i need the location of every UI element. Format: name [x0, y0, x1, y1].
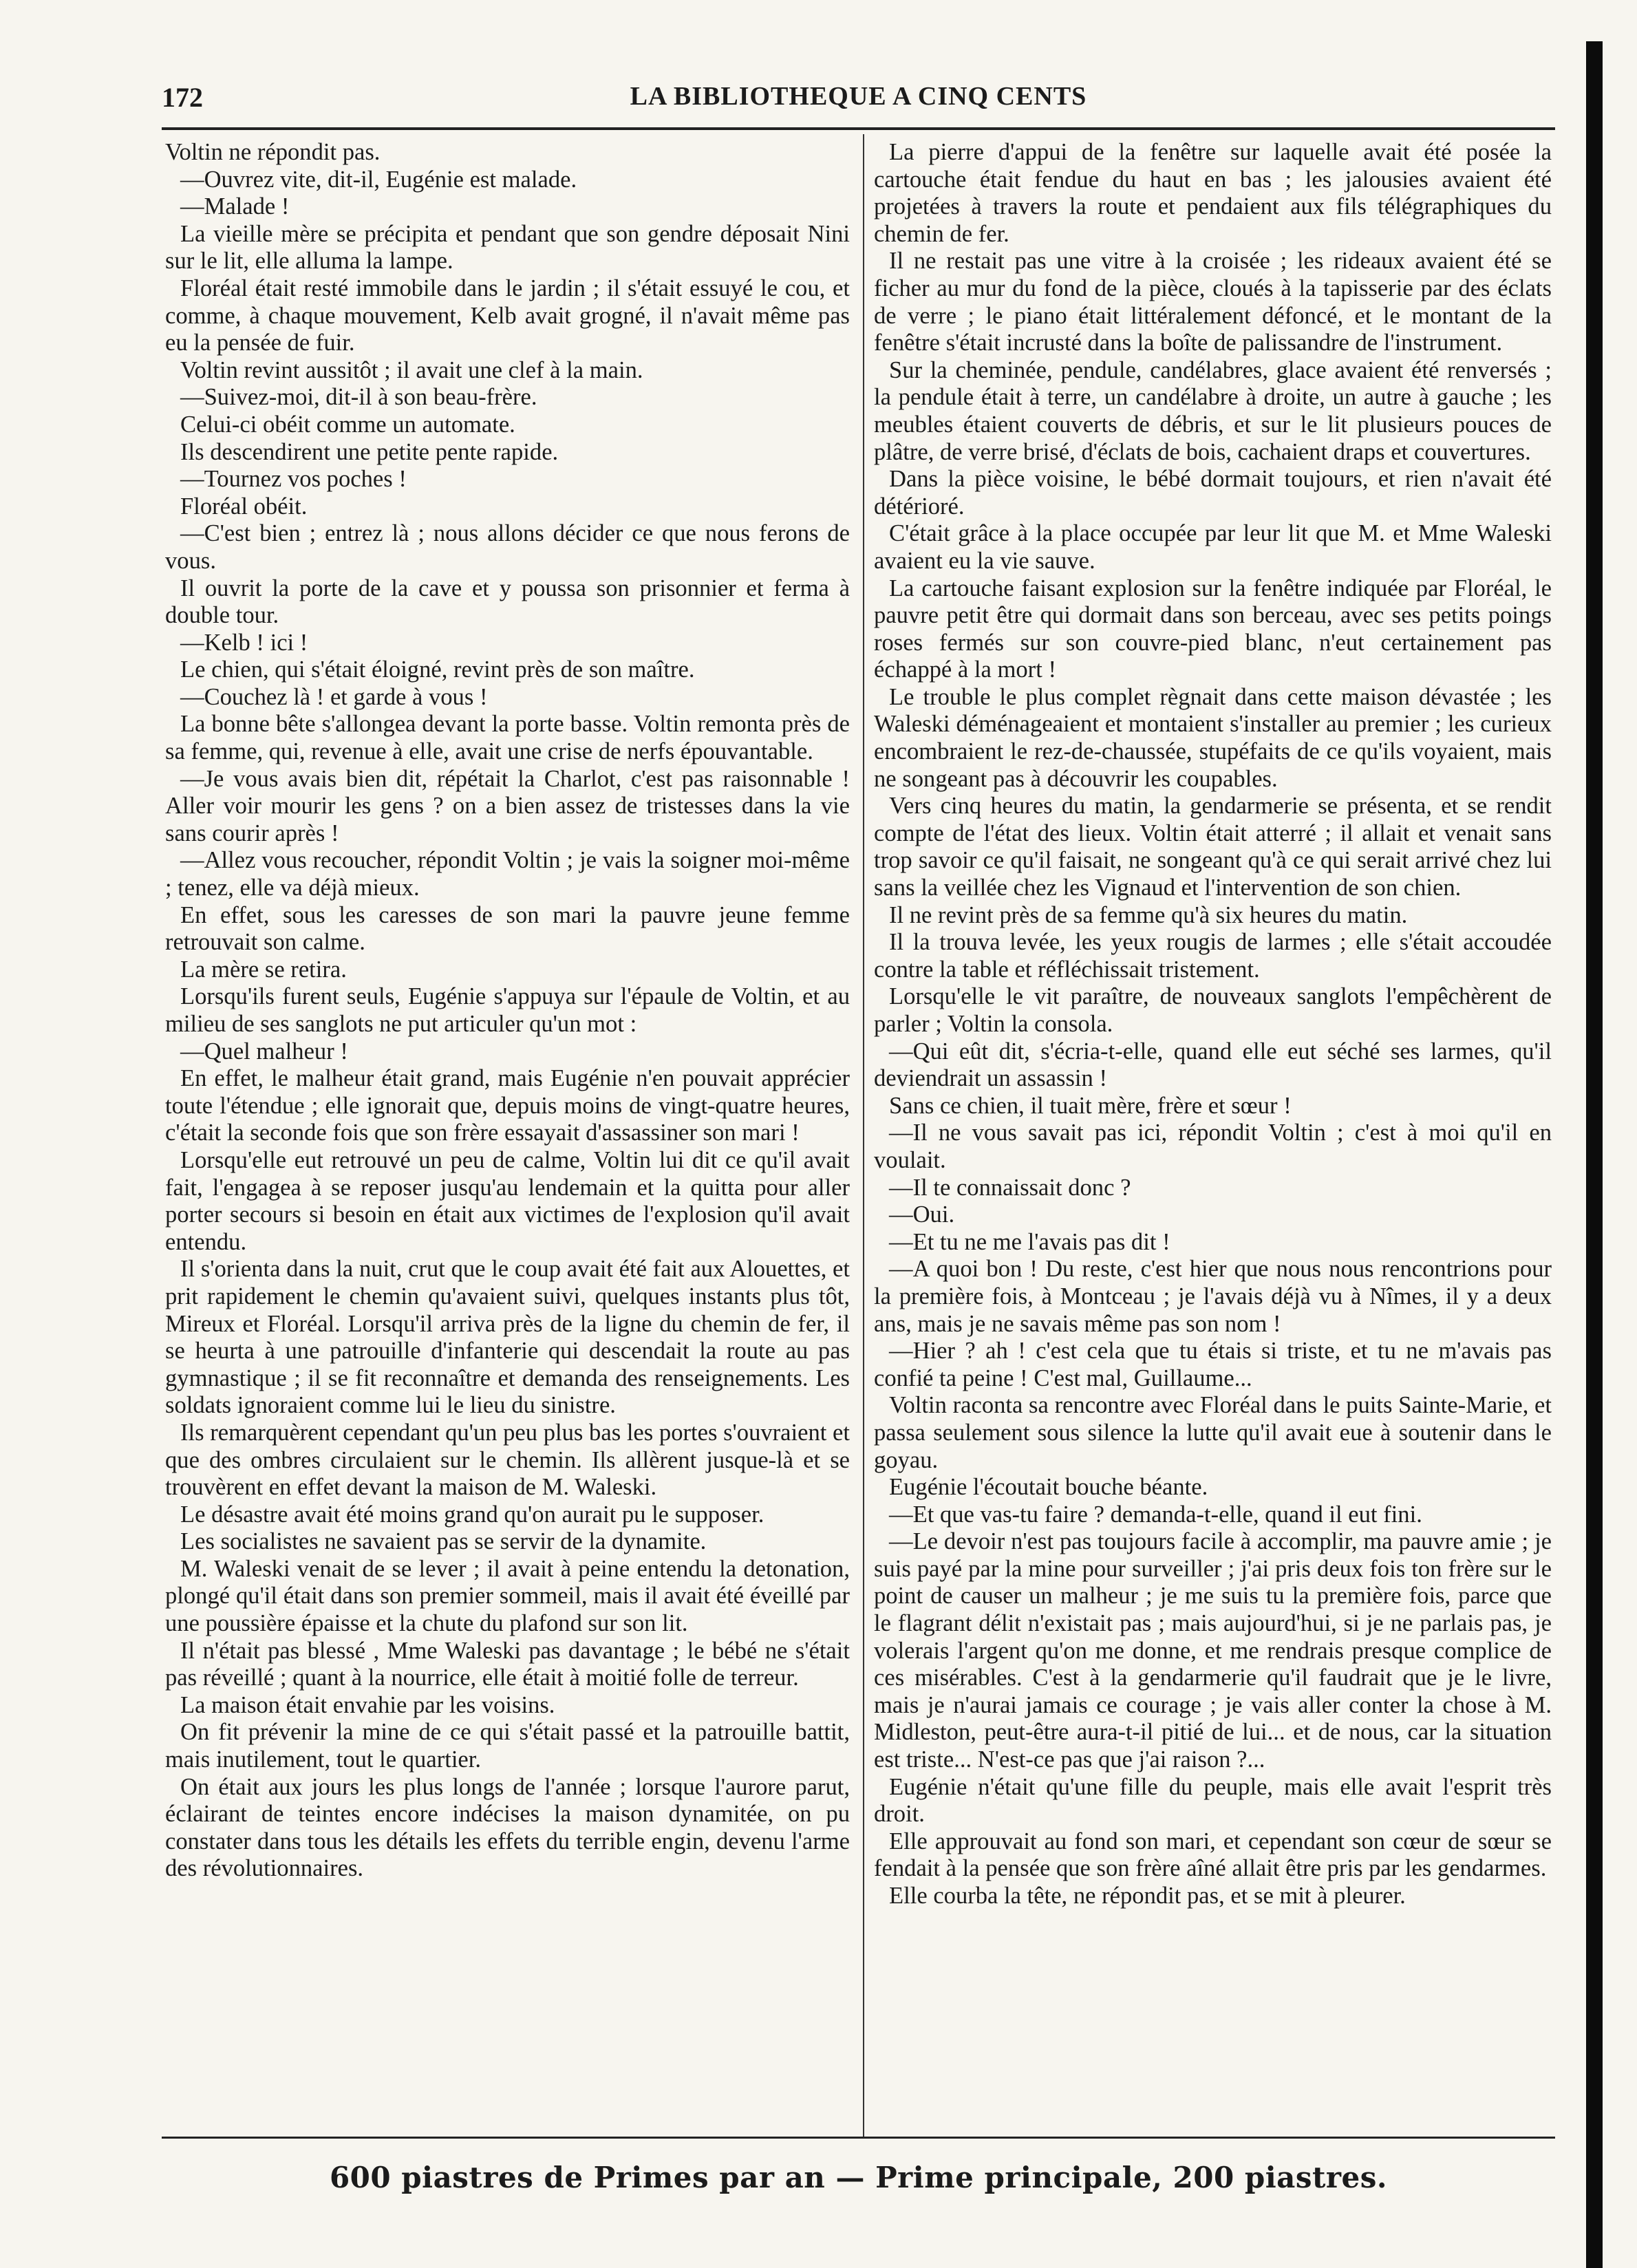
paragraph: Vers cinq heures du matin, la gendarmerie se présenta, et se rendit compte de l'état des lieux. Voltin était atterré ; il allait et venait sans trop savoir ce qu'il faisait, ne songeant qu'à ce qui serait arrivé chez lui sans la veillée chez les Vignaud et l'intervention de son chien. — [874, 793, 1552, 901]
paragraph: Lorsqu'ils furent seuls, Eugénie s'appuya sur l'épaule de Voltin, et au milieu de ses sanglots ne put articuler qu'un mot : — [165, 983, 850, 1037]
paragraph: —Quel malheur ! — [180, 1038, 348, 1065]
paragraph: —Et que vas-tu faire ? demanda-t-elle, quand il eut fini. — [889, 1501, 1422, 1528]
paragraph: La bonne bête s'allongea devant la porte basse. Voltin remonta près de sa femme, qui, revenue à elle, avait une crise de nerfs épouvantable. — [165, 711, 850, 765]
paragraph: Celui-ci obéit comme un automate. — [180, 411, 515, 438]
paragraph: M. Waleski venait de se lever ; il avait à peine entendu la detonation, plongé qu'il était dans son premier sommeil, mais il avait été éveillé par une poussière épaisse et la chute du plafond sur son lit. — [165, 1555, 850, 1637]
paragraph: —Je vous avais bien dit, répétait la Charlot, c'est pas raisonnable ! Aller voir mourir les gens ? on a bien assez de tristesses dans la vie sans courir après ! — [165, 765, 850, 846]
paragraph: On fit prévenir la mine de ce qui s'était passé et la patrouille battit, mais inutilement, tout le quartier. — [165, 1719, 850, 1773]
paragraph: La vieille mère se précipita et pendant que son gendre déposait Nini sur le lit, elle alluma la lampe. — [165, 220, 850, 275]
paragraph: Lorsqu'elle eut retrouvé un peu de calme, Voltin lui dit ce qu'il avait fait, l'engagea à se reposer jusqu'au lendemain et la quitta pour aller porter secours si besoin en était aux victimes de l'explosion qu'il avait entendu. — [165, 1146, 850, 1255]
binding-shadow — [1586, 41, 1603, 2268]
paragraph: —Tournez vos poches ! — [180, 466, 407, 493]
paragraph: Elle approuvait au fond son mari, et cependant son cœur de sœur se fendait à la pensée que son frère aîné allait être pris par les gendarmes. — [874, 1828, 1552, 1882]
paragraph: —Il ne vous savait pas ici, répondit Voltin ; c'est à moi qu'il en voulait. — [874, 1120, 1552, 1173]
paragraph: Voltin revint aussitôt ; il avait une clef à la main. — [180, 356, 643, 383]
paragraph: Le chien, qui s'était éloigné, revint près de son maître. — [180, 656, 695, 683]
page-header — [162, 81, 1555, 118]
paragraph: —Ouvrez vite, dit-il, Eugénie est malade. — [180, 166, 577, 193]
paragraph: —Et tu ne me l'avais pas dit ! — [889, 1228, 1170, 1255]
paragraph: On était aux jours les plus longs de l'année ; lorsque l'aurore parut, éclairant de teintes encore indécises la maison dynamitée, on pu constater dans tous les détails les effets du terrible engin, devenu l'arme des révolutionnaires. — [165, 1773, 850, 1882]
paragraph: Il n'était pas blessé , Mme Waleski pas davantage ; le bébé ne s'était pas réveillé ; quant à la nourrice, elle était à moitié folle de terreur. — [165, 1637, 850, 1691]
paragraph: En effet, sous les caresses de son mari la pauvre jeune femme retrouvait son calme. — [165, 901, 850, 956]
column-divider — [863, 134, 864, 2137]
paragraph: Le trouble le plus complet règnait dans cette maison dévastée ; les Waleski déménageaient et montaient s'installer au premier ; les curieux encombraient le rez-de-chaussée, stupéfaits de ce qu'ils voyaient, mais ne songeant pas à découvrir les coupables. — [874, 683, 1552, 792]
paragraph: Floréal obéit. — [180, 493, 308, 520]
paragraph: Il la trouva levée, les yeux rougis de larmes ; elle s'était accoudée contre la table et réfléchissait tristement. — [874, 929, 1552, 983]
paragraph: Sur la cheminée, pendule, candélabres, glace avaient été renversés ; la pendule était à terre, un candélabre à droite, un autre à gauche ; les meubles étaient couverts de débris, et sur le lit plusieurs pouces de plâtre, de verre brisé, d'éclats de bois, cachaient draps et couvertures. — [874, 356, 1552, 465]
paragraph: —Allez vous recoucher, répondit Voltin ; je vais la soigner moi-même ; tenez, elle va déjà mieux. — [165, 847, 850, 901]
footer-promo: 600 piastres de Primes par an — Prime principale, 200 piastres. — [329, 2161, 1388, 2194]
paragraph: La maison était envahie par les voisins. — [180, 1691, 555, 1718]
page-number: 172 — [162, 82, 203, 113]
paragraph: Ils remarquèrent cependant qu'un peu plus bas les portes s'ouvraient et que des ombres circulaient sur le chemin. Ils allèrent jusque-là et se trouvèrent en effet devant la maison de M. Waleski. — [165, 1419, 850, 1501]
paragraph: —Suivez-moi, dit-il à son beau-frère. — [180, 384, 537, 411]
paragraph: —Il te connaissait donc ? — [889, 1174, 1131, 1201]
paragraph: La mère se retira. — [180, 956, 347, 983]
paragraph: C'était grâce à la place occupée par leur lit que M. et Mme Waleski avaient eu la vie sauve. — [874, 520, 1552, 574]
paragraph: —Couchez là ! et garde à vous ! — [180, 683, 488, 710]
paragraph: Les socialistes ne savaient pas se servir de la dynamite. — [180, 1528, 707, 1555]
paragraph: Lorsqu'elle le vit paraître, de nouveaux sanglots l'empêchèrent de parler ; Voltin la consola. — [874, 983, 1552, 1037]
paragraph: Elle courba la tête, ne répondit pas, et se mit à pleurer. — [889, 1883, 1406, 1909]
paragraph: Eugénie l'écoutait bouche béante. — [889, 1474, 1208, 1501]
paragraph: Sans ce chien, il tuait mère, frère et sœur ! — [889, 1092, 1292, 1119]
paragraph: La cartouche faisant explosion sur la fenêtre indiquée par Floréal, le pauvre petit être qui dormait dans son berceau, avec ses petits poings roses fermés sur son couvre-pied blanc, n'eut certainement pas échappé à la mort ! — [874, 575, 1552, 683]
header-rule — [162, 127, 1555, 130]
left-column — [165, 139, 850, 2128]
paragraph: Il s'orienta dans la nuit, crut que le coup avait été fait aux Alouettes, et prit rapidement le chemin qu'avaient suivi, quelques instants plus tôt, Mireux et Floréal. Lorsqu'il arriva près de la ligne du chemin de fer, il se heurta à une patrouille d'infanterie qui descendait la route au pas gymnastique ; il se fit reconnaître et demanda des renseignements. Les soldats ignoraient comme lui le lieu du sinistre. — [165, 1256, 850, 1419]
running-title: LA BIBLIOTHEQUE A CINQ CENTS — [630, 82, 1087, 111]
paragraph: Il ne revint près de sa femme qu'à six heures du matin. — [889, 901, 1408, 928]
paragraph: Voltin raconta sa rencontre avec Floréal dans le puits Sainte-Marie, et passa seulement sous silence la lutte qu'il avait eue à soutenir dans le goyau. — [874, 1392, 1552, 1473]
paragraph: —Qui eût dit, s'écria-t-elle, quand elle eut séché ses larmes, qu'il deviendrait un assassin ! — [874, 1038, 1552, 1092]
paragraph: La pierre d'appui de la fenêtre sur laquelle avait été posée la cartouche était fendue du haut en bas ; les jalousies avaient été projetées à travers la route et pendaient aux fils télégraphiques du chemin de fer. — [874, 139, 1552, 247]
paragraph: —Oui. — [889, 1201, 955, 1228]
paragraph: —Malade ! — [180, 193, 290, 220]
paragraph: Voltin ne répondit pas. — [165, 139, 381, 165]
paragraph: —Kelb ! ici ! — [180, 629, 308, 656]
paragraph: Dans la pièce voisine, le bébé dormait toujours, et rien n'avait été détérioré. — [874, 466, 1552, 520]
paragraph: —Hier ? ah ! c'est cela que tu étais si triste, et tu ne m'avais pas confié ta peine ! C'est mal, Guillaume... — [874, 1338, 1552, 1391]
paragraph: —A quoi bon ! Du reste, c'est hier que nous nous rencontrions pour la première fois, à Montceau ; je l'avais déjà vu à Nîmes, il y a deux ans, mais je ne savais même pas son nom ! — [874, 1256, 1552, 1337]
right-column — [874, 139, 1552, 2128]
paragraph: Eugénie n'était qu'une fille du peuple, mais elle avait l'esprit très droit. — [874, 1773, 1552, 1828]
paragraph: Le désastre avait été moins grand qu'on aurait pu le supposer. — [180, 1501, 764, 1528]
paragraph: —Le devoir n'est pas toujours facile à accomplir, ma pauvre amie ; je suis payé par la mine pour surveiller ; j'ai pris deux fois ton frère sur le point de causer un malheur ; je me suis tu la première fois, parce que le flagrant délit n'existait pas ; mais aujourd'hui, si je ne parlais pas, je volerais l'argent qu'on me donne, et me rendrais presque complice de ces misérables. C'est à la gendarmerie qu'il faudrait que je le livre, mais je n'aurai jamais ce courage ; je vais aller conter la chose à M. Midleston, peut-être aura-t-il pitié de lui... et de nous, car la situation est triste... N'est-ce pas que j'ai raison ?... — [874, 1528, 1552, 1773]
paragraph: Il ne restait pas une vitre à la croisée ; les rideaux avaient été se ficher au mur du fond de la pièce, cloués à la tapisserie par des éclats de verre ; le piano était littéralement défoncé, et le montant de la fenêtre s'était incrusté dans la boîte de palissandre de l'instrument. — [874, 248, 1552, 356]
footer-rule — [162, 2137, 1555, 2139]
paragraph: Il ouvrit la porte de la cave et y poussa son prisonnier et ferma à double tour. — [165, 575, 850, 629]
paragraph: Ils descendirent une petite pente rapide. — [180, 438, 559, 465]
paragraph: Floréal était resté immobile dans le jardin ; il s'était essuyé le cou, et comme, à chaque mouvement, Kelb avait grogné, il n'avait même pas eu la pensée de fuir. — [165, 275, 850, 356]
paragraph: —C'est bien ; entrez là ; nous allons décider ce que nous ferons de vous. — [165, 520, 850, 574]
paragraph: En effet, le malheur était grand, mais Eugénie n'en pouvait apprécier toute l'étendue ; elle ignorait que, depuis moins de vingt-quatre heures, c'était la seconde fois que son frère essayait d'assassiner son mari ! — [165, 1065, 850, 1146]
